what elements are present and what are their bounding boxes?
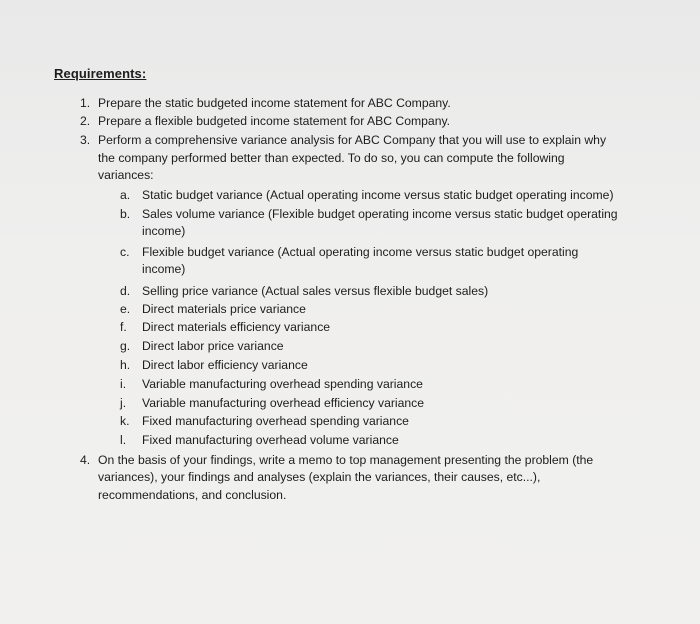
subitem-b-text-line-2: income)	[142, 224, 186, 238]
item-4-marker: 4.	[80, 453, 91, 467]
subitem-g-marker: g.	[120, 339, 131, 353]
subitem-f-text: Direct materials efficiency variance	[142, 320, 331, 334]
subitem-j-marker: j.	[120, 396, 127, 410]
subitem-a-text: Static budget variance (Actual operating income versus static budget operating income)	[142, 188, 614, 202]
item-3-text-line-3: variances:	[98, 168, 154, 182]
item-4-text-line-3: recommendations, and conclusion.	[98, 488, 287, 502]
subitem-h-text: Direct labor efficiency variance	[142, 358, 308, 372]
subitem-b-text-line-1: Sales volume variance (Flexible budget operating income versus static budget operating	[142, 207, 618, 221]
item-2-text: Prepare a flexible budgeted income statement for ABC Company.	[98, 114, 451, 128]
subitem-i-text: Variable manufacturing overhead spending variance	[142, 377, 423, 391]
subitem-k-marker: k.	[120, 414, 130, 428]
subitem-d-marker: d.	[120, 284, 131, 298]
item-1-marker: 1.	[80, 96, 91, 110]
item-3-text-line-1: Perform a comprehensive variance analysis for ABC Company that you will use to explain why	[98, 133, 607, 147]
subitem-g-text: Direct labor price variance	[142, 339, 284, 353]
item-3-text-line-2: the company performed better than expected. To do so, you can compute the following	[98, 151, 565, 165]
subitem-c-text-line-2: income)	[142, 262, 186, 276]
subitem-b-marker: b.	[120, 207, 131, 221]
subitem-a-marker: a.	[120, 188, 131, 202]
requirements-heading: Requirements:	[54, 66, 147, 81]
subitem-e-marker: e.	[120, 302, 131, 316]
subitem-k-text: Fixed manufacturing overhead spending variance	[142, 414, 409, 428]
item-3-marker: 3.	[80, 133, 91, 147]
subitem-e-text: Direct materials price variance	[142, 302, 306, 316]
subitem-h-marker: h.	[120, 358, 131, 372]
subitem-c-marker: c.	[120, 245, 130, 259]
item-1-text: Prepare the static budgeted income statement for ABC Company.	[98, 96, 451, 110]
subitem-f-marker: f.	[120, 320, 127, 334]
item-4-text-line-1: On the basis of your findings, write a memo to top management presenting the problem (the	[98, 453, 594, 467]
item-2-marker: 2.	[80, 114, 91, 128]
item-4-text-line-2: variances), your findings and analyses (explain the variances, their causes, etc...),	[98, 470, 541, 484]
subitem-c-text-line-1: Flexible budget variance (Actual operating income versus static budget operating	[142, 245, 579, 259]
subitem-d-text: Selling price variance (Actual sales versus flexible budget sales)	[142, 284, 489, 298]
subitem-j-text: Variable manufacturing overhead efficiency variance	[142, 396, 425, 410]
subitem-l-text: Fixed manufacturing overhead volume variance	[142, 433, 399, 447]
subitem-i-marker: i.	[120, 377, 127, 391]
subitem-l-marker: l.	[120, 433, 127, 447]
